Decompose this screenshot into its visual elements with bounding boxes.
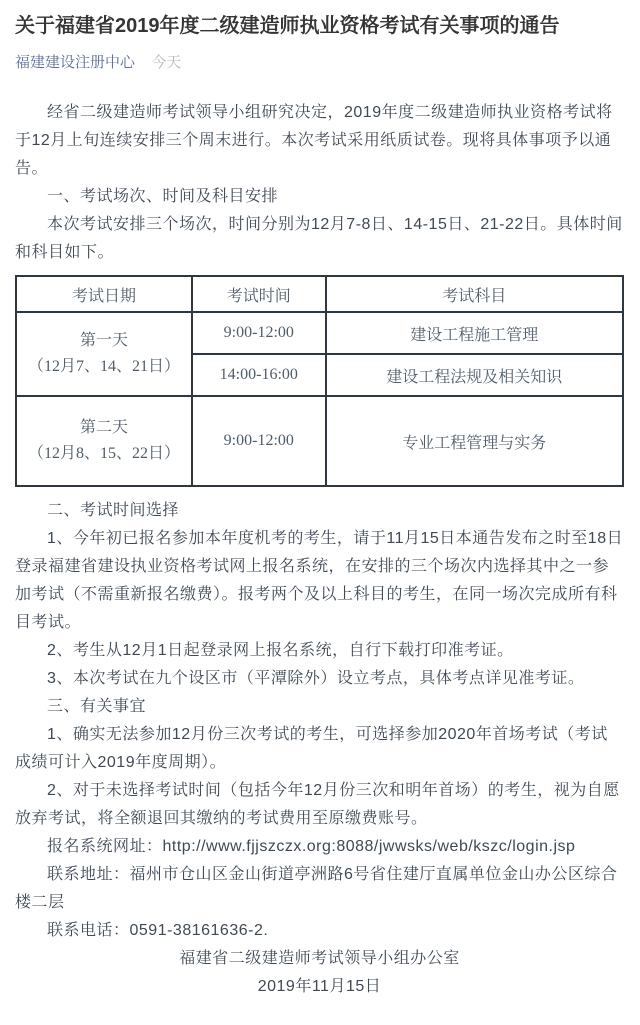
table-row <box>16 312 623 354</box>
schedule-paragraph: 本次考试安排三个场次，时间分别为12月7-8日、14-15日、21-22日。具体时间和科目如下。 <box>15 216 623 261</box>
day2-label: 第二天 <box>80 419 129 436</box>
subject-cell: 建设工程法规及相关知识 <box>326 354 623 396</box>
exam-schedule-table <box>15 275 624 487</box>
article-body <box>15 99 624 1001</box>
page-title: 关于福建省2019年度二级建造师执业资格考试有关事项的通告 <box>15 15 560 37</box>
section-1-heading: 一、考试场次、时间及科目安排 <box>47 188 279 205</box>
time-cell: 9:00-12:00 <box>192 312 326 354</box>
date-cell-day1 <box>16 312 192 396</box>
section-3-item-1: 1、确实无法参加12月份三次考试的考生，可选择参加2020年首场考试（考试成绩可计入2019年度周期）。 <box>15 726 608 771</box>
section-2-item-3: 3、本次考试在九个设区市（平潭除外）设立考点，具体考点详见准考证。 <box>47 670 585 687</box>
signature-block <box>15 945 624 1001</box>
table-header-row <box>16 276 623 312</box>
signature-org: 福建省二级建造师考试领导小组办公室 <box>179 950 460 967</box>
contact-address: 联系地址：福州市仓山区金山街道亭洲路6号省住建厅直属单位金山办公区综合楼二层 <box>15 866 618 911</box>
intro-paragraph: 经省二级建造师考试领导小组研究决定，2019年度二级建造师执业资格考试将于12月上旬连续安排三个周末进行。本次考试采用纸质试卷。现将具体事项予以通告。 <box>15 104 613 177</box>
publish-date: 今天 <box>151 54 182 71</box>
registration-url[interactable]: http://www.fjjszczx.org:8088/jwwsks/web/kszc/login.jsp <box>162 838 576 855</box>
website-label: 报名系统网址： <box>47 838 163 855</box>
article-meta <box>15 53 624 73</box>
time-cell: 14:00-16:00 <box>192 354 326 396</box>
table-header-subject: 考试科目 <box>326 276 623 312</box>
time-cell: 9:00-12:00 <box>192 396 326 486</box>
table-header-date: 考试日期 <box>16 276 192 312</box>
contact-website-line <box>15 833 624 861</box>
day2-dates: （12月8、15、22日） <box>28 445 181 462</box>
date-cell-day2 <box>16 396 192 486</box>
signature-date: 2019年11月15日 <box>257 978 382 995</box>
contact-phone: 联系电话：0591-38161636-2. <box>47 922 269 939</box>
section-3-heading: 三、有关事宜 <box>47 698 147 715</box>
section-3-item-2: 2、对于未选择考试时间（包括今年12月份三次和明年首场）的考生，视为自愿放弃考试，将全额退回其缴纳的考试费用至原缴费账号。 <box>15 782 620 827</box>
section-2-item-2: 2、考生从12月1日起登录网上报名系统，自行下载打印准考证。 <box>47 642 514 659</box>
table-row <box>16 396 623 486</box>
section-2-heading: 二、考试时间选择 <box>47 502 180 519</box>
table-header-time: 考试时间 <box>192 276 326 312</box>
section-2-item-1: 1、今年初已报名参加本年度机考的考生，请于11月15日本通告发布之时至18日登录福建省建设执业资格考试网上报名系统，在安排的三个场次内选择其中之一参加考试（不需重新报名缴费）。报考两个及以上科目的考生，在同一场次完成所有科目考试。 <box>15 530 624 631</box>
subject-cell: 专业工程管理与实务 <box>326 396 623 486</box>
day1-label: 第一天 <box>80 332 129 349</box>
day1-dates: （12月7、14、21日） <box>28 358 181 375</box>
subject-cell: 建设工程施工管理 <box>326 312 623 354</box>
account-name-link[interactable]: 福建建设注册中心 <box>15 54 136 71</box>
